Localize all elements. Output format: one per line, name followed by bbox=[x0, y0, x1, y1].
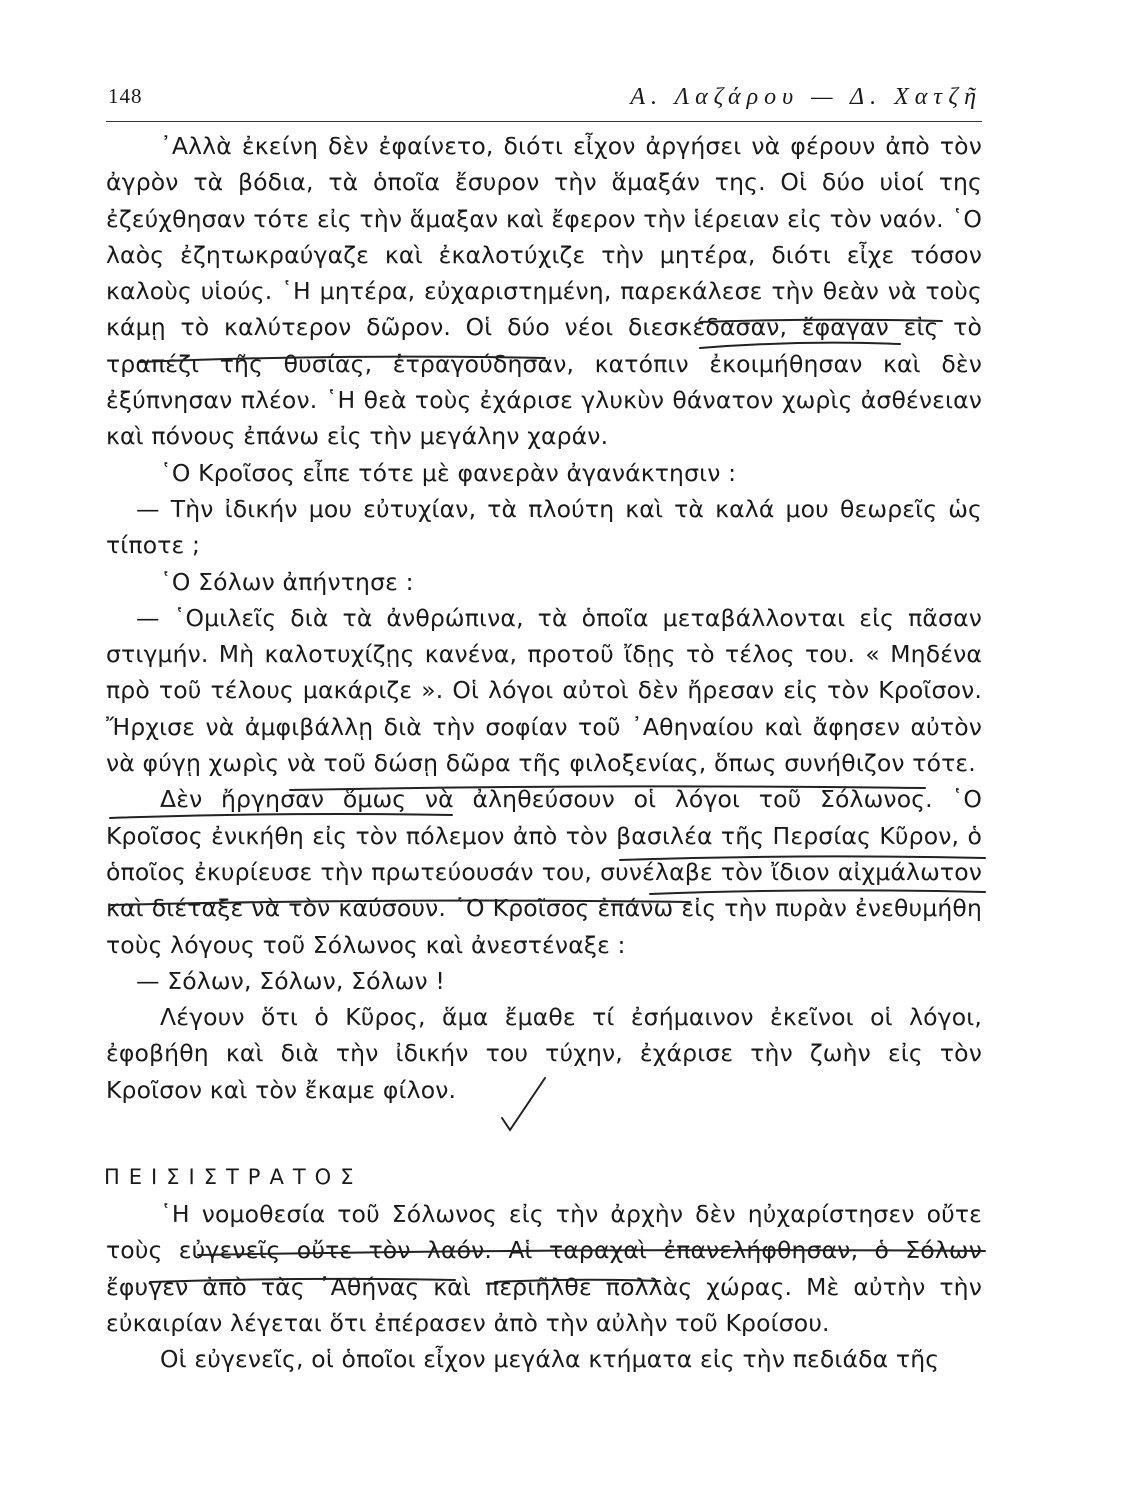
paragraph: ῾Ο Σόλων ἀπήντησε : bbox=[160, 567, 414, 596]
paragraph: Δὲν ἤργησαν ὅμως νὰ ἀληθεύσουν οἱ λόγοι τοῦ Σόλωνος. ῾Ο Κροῖσος ἐνικήθη εἰς τὸν πόλεμον ἀπὸ τὸν βασιλέα τῆς Περσίας Κῦρον, ὁ ὁποῖος ἐκυρίευσε τὴν πρωτεύουσάν του, συνέλαβε τὸν ἴδιον αἰχμάλωτον καὶ διέταξε νὰ τὸν καύσουν. ῾Ο Κροῖσος ἐπάνω εἰς τὴν πυρὰν ἐνεθυμήθη τοὺς λόγους τοῦ Σόλωνος καὶ ἀνεστέναξε : bbox=[106, 785, 982, 959]
dialogue-line: — Σόλων, Σόλων, Σόλων ! bbox=[136, 966, 446, 995]
section-title: ΠΕΙΣΙΣΤΡΑΤΟΣ bbox=[104, 1165, 363, 1189]
paragraph: Λέγουν ὅτι ὁ Κῦρος, ἅμα ἔμαθε τί ἐσήμαινον ἐκεῖνοι οἱ λόγοι, ἐφοβήθη καὶ διὰ τὴν ἰδικήν του τύχην, ἐχάρισε τὴν ζωὴν εἰς τὸν Κροῖσον καὶ τὸν ἔκαμε φίλον. bbox=[106, 1003, 982, 1104]
section-text bbox=[106, 1196, 982, 1377]
paragraph: ᾿Αλλὰ ἐκείνη δὲν ἐφαίνετο, διότι εἶχον ἀργήσει νὰ φέρουν ἀπὸ τὸν ἀγρὸν τὰ βόδια, τὰ ὁποῖα ἔσυρον τὴν ἅμαξάν της. Οἱ δύο υἱοί της ἐζεύχθησαν τότε εἰς τὴν ἅμαξαν καὶ ἔφερον τὴν ἱέρειαν εἰς τὸν ναόν. ῾Ο λαὸς ἐζητωκραύγαζε καὶ ἐκαλοτύχιζε τὴν μητέρα, διότι εἶχε τόσον καλοὺς υἱούς. ῾Η μητέρα, εὐχαριστημένη, παρεκάλεσε τὴν θεὰν νὰ τοὺς κάμῃ τὸ καλύτερον δῶρον. Οἱ δύο νέοι διεσκέδασαν, ἔφαγαν εἰς τὸ τραπέζι τῆς θυσίας, ἐτραγούδησαν, κατόπιν ἐκοιμήθησαν καὶ δὲν ἐξύπνησαν πλέον. ῾Η θεὰ τοὺς ἐχάρισε γλυκὺν θάνατον χωρὶς ἀσθένειαν καὶ πόνους ἐπάνω εἰς τὴν μεγάλην χαράν. bbox=[106, 132, 982, 451]
header-rule bbox=[106, 121, 982, 122]
page-number: 148 bbox=[108, 84, 143, 108]
main-text bbox=[106, 128, 982, 1108]
paragraph: ῾Η νομοθεσία τοῦ Σόλωνος εἰς τὴν ἀρχὴν δὲν ηὐχαρίστησεν οὔτε τοὺς εὐγενεῖς οὔτε τὸν λαόν. Αἱ ταραχαὶ ἐπανελήφθησαν, ὁ Σόλων ἔφυγεν ἀπὸ τὰς ᾿Αθήνας καὶ περιῆλθε πολλὰς χώρας. Μὲ αὐτὴν τὴν εὐκαιρίαν λέγεται ὅτι ἐπέρασεν ἀπὸ τὴν αὐλὴν τοῦ Κροίσου. bbox=[106, 1200, 982, 1337]
paragraph: Οἱ εὐγενεῖς, οἱ ὁποῖοι εἶχον μεγάλα κτήματα εἰς τὴν πεδιάδα τῆς bbox=[160, 1345, 940, 1374]
paragraph: ῾Ο Κροῖσος εἶπε τότε μὲ φανερὰν ἀγανάκτησιν : bbox=[160, 458, 737, 487]
dialogue-line: — ῾Ομιλεῖς διὰ τὰ ἀνθρώπινα, τὰ ὁποῖα μεταβάλλονται εἰς πᾶσαν στιγμήν. Μὴ καλοτυχίζῃς κανένα, προτοῦ ἴδῃς τὸ τέλος του. « Μηδένα πρὸ τοῦ τέλους μακάριζε ». Οἱ λόγοι αὐτοὶ δὲν ἤρεσαν εἰς τὸν Κροῖσον. Ἤρχισε νὰ ἀμφιβάλλῃ διὰ τὴν σοφίαν τοῦ ᾿Αθηναίου καὶ ἄφησεν αὐτὸν νὰ φύγῃ χωρὶς νὰ τοῦ δώσῃ δῶρα τῆς φιλοξενίας, ὅπως συνήθιζον τότε. bbox=[106, 603, 982, 778]
page-header bbox=[106, 84, 982, 116]
running-head: Α. Λαζάρου — Δ. Χατζῆ bbox=[630, 84, 982, 110]
dialogue-line: — Τὴν ἰδικήν μου εὐτυχίαν, τὰ πλούτη καὶ τὰ καλά μου θεωρεῖς ὡς τίποτε ; bbox=[106, 494, 982, 560]
